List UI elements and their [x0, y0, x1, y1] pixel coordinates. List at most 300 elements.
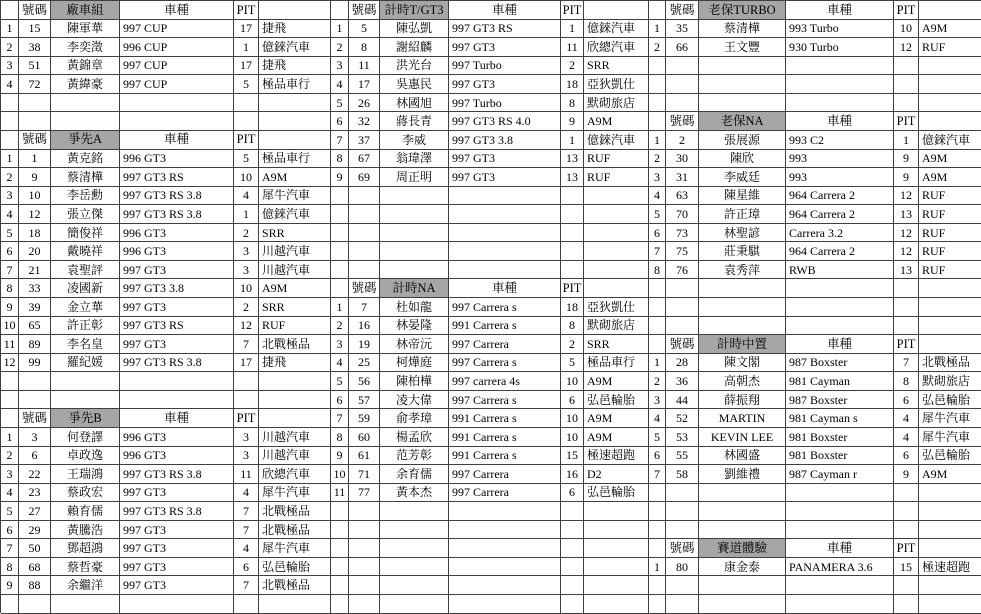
row-rank[interactable]: 6 — [1, 242, 19, 261]
pit-number[interactable]: 6 — [894, 391, 919, 410]
driver-number[interactable]: 88 — [19, 576, 51, 595]
driver-name[interactable]: 洪光台 — [380, 57, 449, 76]
empty-cell[interactable] — [919, 57, 981, 76]
empty-cell[interactable] — [331, 205, 349, 224]
car-model[interactable]: RWB — [786, 261, 894, 280]
driver-name[interactable]: 余繼洋 — [51, 576, 120, 595]
pit-number[interactable]: 3 — [234, 428, 259, 447]
driver-name[interactable]: 高朝杰 — [699, 372, 786, 391]
team-name[interactable]: A9M — [919, 465, 981, 484]
driver-name[interactable]: 周正明 — [380, 168, 449, 187]
car-model[interactable]: 997 Carrera s — [449, 354, 561, 373]
car-model[interactable]: 981 Cayman — [786, 372, 894, 391]
driver-name[interactable]: 蔡清樺 — [699, 20, 786, 39]
empty-cell[interactable] — [449, 242, 561, 261]
empty-cell[interactable] — [331, 187, 349, 206]
driver-name[interactable]: 莊秉騏 — [699, 242, 786, 261]
driver-name[interactable]: 康金泰 — [699, 558, 786, 577]
empty-cell[interactable] — [666, 595, 699, 614]
empty-cell[interactable] — [666, 298, 699, 317]
row-rank[interactable]: 3 — [649, 391, 666, 410]
driver-name[interactable]: 陳軍華 — [51, 20, 120, 39]
team-name[interactable]: 默砌旅店 — [584, 317, 649, 336]
empty-cell[interactable] — [259, 94, 331, 113]
car-model[interactable]: 997 GT3 RS 3.8 — [120, 502, 234, 521]
driver-number[interactable]: 69 — [349, 168, 380, 187]
team-name[interactable]: A9M — [919, 150, 981, 169]
row-rank[interactable]: 7 — [649, 465, 666, 484]
car-model[interactable]: 993 — [786, 168, 894, 187]
empty-cell[interactable] — [120, 112, 234, 131]
empty-cell[interactable] — [380, 261, 449, 280]
column-header-car[interactable]: 車種 — [786, 112, 894, 131]
empty-cell[interactable] — [19, 391, 51, 410]
row-rank[interactable]: 4 — [331, 75, 349, 94]
driver-number[interactable]: 1 — [19, 150, 51, 169]
row-rank[interactable]: 1 — [331, 298, 349, 317]
car-model[interactable]: 996 GT3 — [120, 224, 234, 243]
empty-cell[interactable] — [380, 595, 449, 614]
driver-number[interactable]: 76 — [666, 261, 699, 280]
pit-number[interactable]: 1 — [561, 131, 584, 150]
team-name[interactable]: 極品車行 — [259, 150, 331, 169]
car-model[interactable]: 997 carrera 4s — [449, 372, 561, 391]
empty-cell[interactable] — [349, 187, 380, 206]
table-title[interactable]: 計時T/GT3 — [380, 1, 449, 20]
row-rank[interactable]: 7 — [1, 539, 19, 558]
pit-number[interactable]: 8 — [561, 317, 584, 336]
empty-cell[interactable] — [380, 558, 449, 577]
driver-name[interactable]: 柯燁庭 — [380, 354, 449, 373]
empty-cell[interactable] — [894, 595, 919, 614]
row-rank[interactable]: 2 — [649, 150, 666, 169]
column-header-number[interactable]: 號碼 — [349, 279, 380, 298]
empty-cell[interactable] — [786, 279, 894, 298]
row-rank[interactable]: 3 — [1, 57, 19, 76]
empty-cell[interactable] — [120, 595, 234, 614]
driver-name[interactable]: 鄧超鴻 — [51, 539, 120, 558]
team-name[interactable]: D2 — [584, 465, 649, 484]
driver-name[interactable]: 黃騰浩 — [51, 521, 120, 540]
team-name[interactable]: A9M — [919, 168, 981, 187]
empty-cell[interactable] — [786, 298, 894, 317]
empty-cell[interactable] — [349, 242, 380, 261]
empty-cell[interactable] — [584, 261, 649, 280]
driver-number[interactable]: 44 — [666, 391, 699, 410]
empty-cell[interactable] — [649, 521, 666, 540]
driver-name[interactable]: 金立華 — [51, 298, 120, 317]
team-name[interactable]: 亞狄凱仕 — [584, 298, 649, 317]
row-rank[interactable]: 8 — [649, 261, 666, 280]
empty-cell[interactable] — [349, 576, 380, 595]
driver-number[interactable]: 38 — [19, 38, 51, 57]
empty-cell[interactable] — [584, 502, 649, 521]
column-header-car[interactable]: 車種 — [449, 1, 561, 20]
empty-cell[interactable] — [234, 94, 259, 113]
empty-cell[interactable] — [919, 317, 981, 336]
empty-cell[interactable] — [666, 484, 699, 503]
empty-cell[interactable] — [19, 595, 51, 614]
empty-cell[interactable] — [894, 502, 919, 521]
empty-cell[interactable] — [561, 224, 584, 243]
team-name[interactable]: A9M — [584, 112, 649, 131]
team-name[interactable]: RUF — [919, 261, 981, 280]
car-model[interactable]: 997 GT3 RS 3.8 — [120, 354, 234, 373]
driver-number[interactable]: 12 — [19, 205, 51, 224]
driver-number[interactable]: 66 — [666, 38, 699, 57]
driver-name[interactable]: 謝紹麟 — [380, 38, 449, 57]
pit-number[interactable]: 1 — [234, 205, 259, 224]
driver-name[interactable]: KEVIN LEE — [699, 428, 786, 447]
row-rank[interactable]: 11 — [1, 335, 19, 354]
column-header-car[interactable]: 車種 — [120, 409, 234, 428]
row-rank[interactable]: 1 — [649, 558, 666, 577]
car-model[interactable]: 997 GT3 RS — [449, 20, 561, 39]
team-name[interactable]: 川越汽車 — [259, 428, 331, 447]
empty-cell[interactable] — [584, 595, 649, 614]
empty-cell[interactable] — [919, 595, 981, 614]
row-rank[interactable]: 4 — [1, 484, 19, 503]
empty-cell[interactable] — [894, 521, 919, 540]
driver-number[interactable]: 19 — [349, 335, 380, 354]
empty-cell[interactable] — [561, 539, 584, 558]
pit-number[interactable]: 13 — [561, 168, 584, 187]
row-rank[interactable]: 4 — [649, 187, 666, 206]
empty-cell[interactable] — [331, 595, 349, 614]
team-name[interactable]: A9M — [919, 20, 981, 39]
pit-number[interactable]: 10 — [561, 409, 584, 428]
empty-cell[interactable] — [449, 205, 561, 224]
empty-cell[interactable] — [449, 576, 561, 595]
empty-cell[interactable] — [919, 335, 981, 354]
pit-number[interactable]: 6 — [234, 558, 259, 577]
row-rank[interactable]: 8 — [331, 428, 349, 447]
car-model[interactable]: 987 Boxster — [786, 354, 894, 373]
empty-cell[interactable] — [331, 242, 349, 261]
driver-number[interactable]: 33 — [19, 279, 51, 298]
empty-cell[interactable] — [894, 576, 919, 595]
driver-number[interactable]: 50 — [19, 539, 51, 558]
driver-name[interactable]: 俞孝璋 — [380, 409, 449, 428]
pit-number[interactable]: 16 — [561, 465, 584, 484]
team-name[interactable]: 極速超跑 — [584, 447, 649, 466]
empty-cell[interactable] — [349, 558, 380, 577]
empty-cell[interactable] — [561, 576, 584, 595]
column-header-pit[interactable]: PIT — [894, 112, 919, 131]
row-rank[interactable]: 1 — [1, 150, 19, 169]
pit-number[interactable]: 5 — [234, 150, 259, 169]
driver-name[interactable]: 李岳勳 — [51, 187, 120, 206]
row-rank[interactable]: 1 — [1, 428, 19, 447]
pit-number[interactable]: 12 — [894, 242, 919, 261]
empty-cell[interactable] — [51, 112, 120, 131]
empty-cell[interactable] — [699, 521, 786, 540]
team-name[interactable]: RUF — [919, 205, 981, 224]
car-model[interactable]: 996 GT3 — [120, 447, 234, 466]
car-model[interactable]: 997 GT3 3.8 — [449, 131, 561, 150]
empty-cell[interactable] — [349, 521, 380, 540]
table-title[interactable]: 賽道體驗 — [699, 539, 786, 558]
empty-cell[interactable] — [380, 242, 449, 261]
empty-cell[interactable] — [349, 539, 380, 558]
empty-cell[interactable] — [51, 94, 120, 113]
pit-number[interactable]: 5 — [234, 75, 259, 94]
table-title[interactable]: 爭先A — [51, 131, 120, 150]
driver-number[interactable]: 89 — [19, 335, 51, 354]
empty-cell[interactable] — [699, 298, 786, 317]
driver-number[interactable]: 29 — [19, 521, 51, 540]
column-header-number[interactable]: 號碼 — [349, 1, 380, 20]
driver-name[interactable]: 陳弘凱 — [380, 20, 449, 39]
driver-number[interactable]: 37 — [349, 131, 380, 150]
table-title[interactable]: 爭先B — [51, 409, 120, 428]
driver-name[interactable]: 范芳彰 — [380, 447, 449, 466]
empty-cell[interactable] — [1, 372, 19, 391]
empty-cell[interactable] — [894, 75, 919, 94]
pit-number[interactable]: 4 — [234, 484, 259, 503]
row-rank[interactable]: 2 — [331, 317, 349, 336]
empty-cell[interactable] — [894, 57, 919, 76]
empty-cell[interactable] — [1, 595, 19, 614]
empty-cell[interactable] — [259, 1, 331, 20]
column-header-car[interactable]: 車種 — [449, 279, 561, 298]
empty-cell[interactable] — [649, 57, 666, 76]
car-model[interactable]: 997 Turbo — [449, 57, 561, 76]
empty-cell[interactable] — [786, 484, 894, 503]
driver-number[interactable]: 30 — [666, 150, 699, 169]
row-rank[interactable]: 2 — [1, 447, 19, 466]
pit-number[interactable]: 1 — [561, 20, 584, 39]
empty-cell[interactable] — [666, 521, 699, 540]
empty-cell[interactable] — [449, 558, 561, 577]
row-rank[interactable]: 3 — [1, 187, 19, 206]
row-rank[interactable]: 8 — [1, 558, 19, 577]
driver-number[interactable]: 17 — [349, 75, 380, 94]
row-rank[interactable]: 4 — [1, 75, 19, 94]
empty-cell[interactable] — [19, 372, 51, 391]
driver-number[interactable]: 21 — [19, 261, 51, 280]
empty-cell[interactable] — [380, 187, 449, 206]
empty-cell[interactable] — [349, 205, 380, 224]
empty-cell[interactable] — [584, 539, 649, 558]
pit-number[interactable]: 4 — [894, 428, 919, 447]
team-name[interactable]: 默砌旅店 — [584, 94, 649, 113]
team-name[interactable]: 欣總汽車 — [584, 38, 649, 57]
empty-cell[interactable] — [786, 94, 894, 113]
driver-name[interactable]: 袁秀萍 — [699, 261, 786, 280]
empty-cell[interactable] — [894, 298, 919, 317]
driver-name[interactable]: 羅紀媛 — [51, 354, 120, 373]
car-model[interactable]: 997 GT3 — [120, 558, 234, 577]
team-name[interactable]: RUF — [919, 242, 981, 261]
team-name[interactable]: 川越汽車 — [259, 447, 331, 466]
empty-cell[interactable] — [234, 372, 259, 391]
empty-cell[interactable] — [894, 94, 919, 113]
car-model[interactable]: 997 Carrera s — [449, 391, 561, 410]
row-rank[interactable]: 5 — [331, 94, 349, 113]
car-model[interactable]: 997 Carrera s — [449, 298, 561, 317]
empty-cell[interactable] — [584, 242, 649, 261]
empty-cell[interactable] — [120, 391, 234, 410]
car-model[interactable]: 991 Carrera s — [449, 428, 561, 447]
empty-cell[interactable] — [120, 372, 234, 391]
driver-number[interactable]: 77 — [349, 484, 380, 503]
row-rank[interactable]: 9 — [331, 447, 349, 466]
empty-cell[interactable] — [349, 261, 380, 280]
car-model[interactable]: 997 GT3 — [120, 521, 234, 540]
column-header-number[interactable]: 號碼 — [666, 539, 699, 558]
row-rank[interactable]: 2 — [649, 38, 666, 57]
car-model[interactable]: 964 Carrera 2 — [786, 242, 894, 261]
empty-cell[interactable] — [380, 576, 449, 595]
empty-cell[interactable] — [786, 576, 894, 595]
car-model[interactable]: 964 Carrera 2 — [786, 205, 894, 224]
empty-cell[interactable] — [449, 539, 561, 558]
row-rank[interactable]: 10 — [1, 317, 19, 336]
empty-cell[interactable] — [561, 242, 584, 261]
row-rank[interactable]: 9 — [1, 576, 19, 595]
pit-number[interactable]: 7 — [234, 576, 259, 595]
team-name[interactable]: 捷飛 — [259, 57, 331, 76]
empty-cell[interactable] — [1, 112, 19, 131]
pit-number[interactable]: 11 — [561, 38, 584, 57]
car-model[interactable]: 997 Carrera — [449, 484, 561, 503]
car-model[interactable]: 997 GT3 3.8 — [120, 279, 234, 298]
driver-name[interactable]: 袁聖評 — [51, 261, 120, 280]
empty-cell[interactable] — [331, 261, 349, 280]
empty-cell[interactable] — [120, 94, 234, 113]
empty-cell[interactable] — [1, 391, 19, 410]
driver-number[interactable]: 53 — [666, 428, 699, 447]
team-name[interactable]: A9M — [584, 428, 649, 447]
row-rank[interactable]: 2 — [649, 372, 666, 391]
team-name[interactable]: 極速超跑 — [919, 558, 981, 577]
row-rank[interactable]: 2 — [331, 38, 349, 57]
team-name[interactable]: SRR — [259, 298, 331, 317]
car-model[interactable]: 997 CUP — [120, 57, 234, 76]
pit-number[interactable]: 3 — [234, 242, 259, 261]
driver-number[interactable]: 22 — [19, 465, 51, 484]
driver-number[interactable]: 61 — [349, 447, 380, 466]
empty-cell[interactable] — [380, 539, 449, 558]
empty-cell[interactable] — [259, 409, 331, 428]
empty-cell[interactable] — [649, 94, 666, 113]
empty-cell[interactable] — [449, 261, 561, 280]
empty-cell[interactable] — [331, 224, 349, 243]
driver-number[interactable]: 15 — [19, 20, 51, 39]
row-rank[interactable]: 7 — [331, 131, 349, 150]
driver-name[interactable]: MARTIN — [699, 409, 786, 428]
table-title[interactable]: 計時NA — [380, 279, 449, 298]
column-header-car[interactable]: 車種 — [786, 1, 894, 20]
pit-number[interactable]: 7 — [234, 521, 259, 540]
empty-cell[interactable] — [919, 539, 981, 558]
empty-cell[interactable] — [259, 372, 331, 391]
team-name[interactable]: A9M — [259, 279, 331, 298]
pit-number[interactable]: 12 — [234, 317, 259, 336]
empty-cell[interactable] — [331, 279, 349, 298]
row-rank[interactable]: 1 — [649, 131, 666, 150]
empty-cell[interactable] — [331, 502, 349, 521]
row-rank[interactable]: 6 — [649, 224, 666, 243]
empty-cell[interactable] — [449, 224, 561, 243]
car-model[interactable]: 997 GT3 — [120, 539, 234, 558]
team-name[interactable]: 弘邑輪胎 — [919, 391, 981, 410]
empty-cell[interactable] — [666, 57, 699, 76]
column-header-pit[interactable]: PIT — [561, 1, 584, 20]
pit-number[interactable]: 12 — [894, 187, 919, 206]
pit-number[interactable]: 3 — [234, 447, 259, 466]
driver-number[interactable]: 63 — [666, 187, 699, 206]
empty-cell[interactable] — [649, 1, 666, 20]
empty-cell[interactable] — [1, 131, 19, 150]
team-name[interactable]: 極品車行 — [584, 354, 649, 373]
column-header-number[interactable]: 號碼 — [666, 335, 699, 354]
driver-number[interactable]: 28 — [666, 354, 699, 373]
team-name[interactable]: 億錸汽車 — [259, 205, 331, 224]
empty-cell[interactable] — [786, 75, 894, 94]
pit-number[interactable]: 7 — [234, 502, 259, 521]
driver-number[interactable]: 68 — [19, 558, 51, 577]
driver-number[interactable]: 75 — [666, 242, 699, 261]
team-name[interactable]: RUF — [919, 38, 981, 57]
car-model[interactable]: 930 Turbo — [786, 38, 894, 57]
driver-number[interactable]: 16 — [349, 317, 380, 336]
team-name[interactable]: 弘邑輪胎 — [584, 391, 649, 410]
driver-name[interactable]: 黃錦章 — [51, 57, 120, 76]
empty-cell[interactable] — [786, 595, 894, 614]
column-header-number[interactable]: 號碼 — [19, 409, 51, 428]
pit-number[interactable]: 12 — [894, 224, 919, 243]
empty-cell[interactable] — [19, 112, 51, 131]
empty-cell[interactable] — [649, 112, 666, 131]
car-model[interactable]: 997 GT3 RS — [120, 168, 234, 187]
empty-cell[interactable] — [699, 75, 786, 94]
empty-cell[interactable] — [561, 595, 584, 614]
driver-name[interactable]: 王瑞鴻 — [51, 465, 120, 484]
driver-number[interactable]: 71 — [349, 465, 380, 484]
row-rank[interactable]: 6 — [331, 391, 349, 410]
driver-name[interactable]: 黃克銘 — [51, 150, 120, 169]
column-header-number[interactable]: 號碼 — [666, 112, 699, 131]
driver-name[interactable]: 張立傑 — [51, 205, 120, 224]
car-model[interactable]: 997 GT3 RS — [120, 317, 234, 336]
driver-name[interactable]: 余育儒 — [380, 465, 449, 484]
driver-number[interactable]: 23 — [19, 484, 51, 503]
pit-number[interactable]: 9 — [561, 112, 584, 131]
pit-number[interactable]: 15 — [561, 447, 584, 466]
car-model[interactable]: 996 CUP — [120, 38, 234, 57]
column-header-pit[interactable]: PIT — [894, 539, 919, 558]
team-name[interactable]: 弘邑輪胎 — [919, 447, 981, 466]
pit-number[interactable]: 7 — [234, 335, 259, 354]
pit-number[interactable]: 6 — [894, 447, 919, 466]
driver-number[interactable]: 72 — [19, 75, 51, 94]
driver-number[interactable]: 99 — [19, 354, 51, 373]
driver-number[interactable]: 8 — [349, 38, 380, 57]
row-rank[interactable]: 3 — [331, 335, 349, 354]
row-rank[interactable]: 5 — [331, 372, 349, 391]
empty-cell[interactable] — [649, 75, 666, 94]
empty-cell[interactable] — [259, 131, 331, 150]
driver-number[interactable]: 6 — [19, 447, 51, 466]
empty-cell[interactable] — [786, 521, 894, 540]
empty-cell[interactable] — [51, 391, 120, 410]
empty-cell[interactable] — [666, 75, 699, 94]
empty-cell[interactable] — [259, 112, 331, 131]
driver-number[interactable]: 60 — [349, 428, 380, 447]
empty-cell[interactable] — [51, 595, 120, 614]
